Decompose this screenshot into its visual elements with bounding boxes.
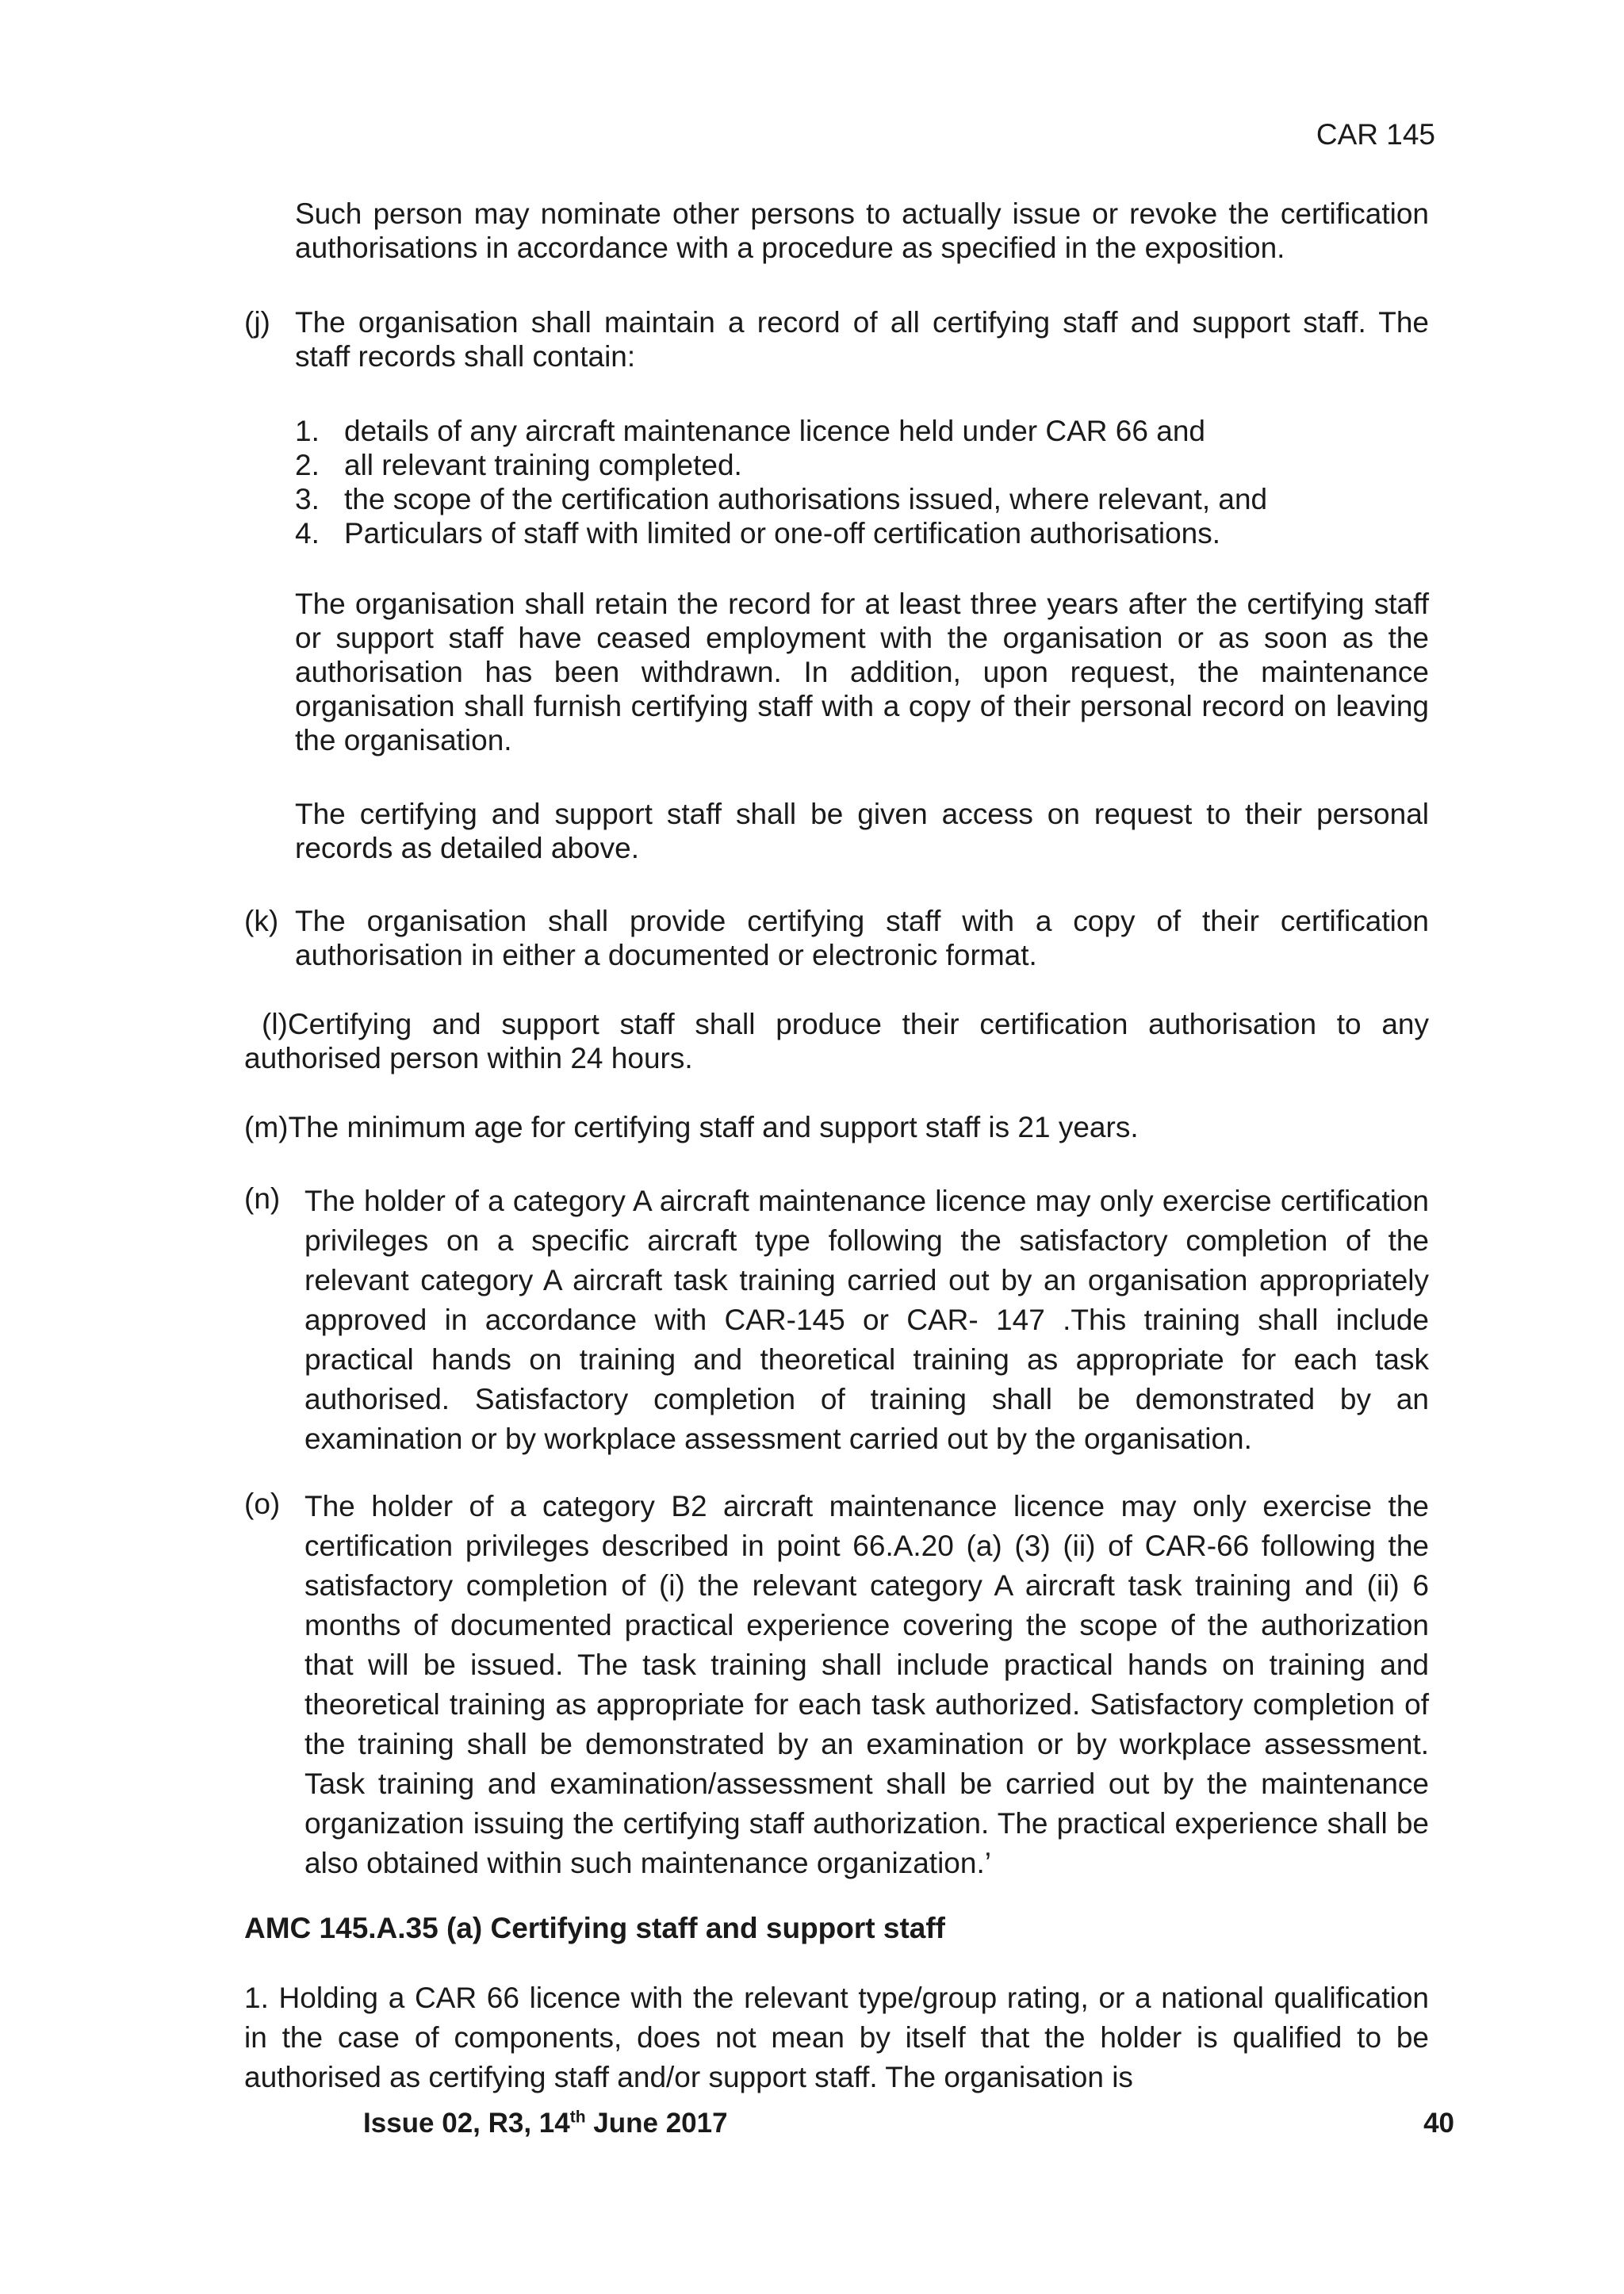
clause-j-label: (j) (244, 306, 270, 339)
footer-issue-sup: th (569, 2108, 586, 2127)
clause-m-text: The minimum age for certifying staff and support staff is 21 years. (288, 1111, 1139, 1143)
clause-l-label: (l) (262, 1008, 288, 1040)
footer-issue-suffix: June 2017 (585, 2108, 728, 2139)
clause-l-text: Certifying and support staff shall produce their certification authorisation to any authorised person within 24 hours. (244, 1008, 1429, 1074)
clause-o-text: The holder of a category B2 aircraft maintenance licence may only exercise the certification privileges described in point 66.A.20 (a) (3) (ii) of CAR-66 following the satisfactory completion of (i) the relevant category A aircraft task training and (ii) 6 months of documented practical experience covering the scope of the authorization that will be issued. The task training shall include practical hands on training and theoretical training as appropriate for each task authorized. Satisfactory completion of the training shall be demonstrated by an examination or by workplace assessment. Task training and examination/assessment shall be carried out by the maintenance organization issuing the certifying staff authorization. The practical experience shall be also obtained within such maintenance organization.’ (304, 1490, 1429, 1879)
clause-o-label: (o) (244, 1488, 281, 1520)
footer-issue-prefix: Issue 02, R3, 14 (363, 2108, 570, 2139)
clause-l-paragraph (244, 1007, 1429, 1075)
list-item-text: the scope of the certification authorisations issued, where relevant, and (344, 483, 1268, 515)
clause-j-text: The organisation shall maintain a record of all certifying staff and support staff. The staff records shall contain: (295, 306, 1429, 373)
list-item-number: 3. (295, 483, 320, 515)
list-item-number: 1. (295, 415, 320, 447)
footer-issue (363, 2106, 728, 2140)
list-item-text: details of any aircraft maintenance licence held under CAR 66 and (344, 415, 1205, 447)
clause-k-text: The organisation shall provide certifying staff with a copy of their certification authorisation in either a documented or electronic format. (295, 905, 1429, 971)
clause-n-label: (n) (244, 1182, 281, 1215)
page-number: 40 (1423, 2108, 1454, 2139)
amc-paragraph-1: 1. Holding a CAR 66 licence with the relevant type/group rating, or a national qualification in the case of components, does not mean by itself that the holder is qualified to be authorised as certifying staff and/or support staff. The organisation is (244, 1982, 1429, 2093)
clause-j-retention-paragraph: The organisation shall retain the record for at least three years after the certifying staff or support staff have ceased employment with the organisation or as soon as the authorisation has been withdrawn. In addition, upon request, the maintenance organisation shall furnish certifying staff with a copy of their personal record on leaving the organisation. (295, 588, 1429, 756)
clause-k-label: (k) (244, 905, 279, 937)
intro-paragraph: Such person may nominate other persons to actually issue or revoke the certification authorisations in accordance with a procedure as specified in the exposition. (295, 197, 1429, 264)
clause-j-access-paragraph: The certifying and support staff shall be given access on request to their personal records as detailed above. (295, 798, 1429, 864)
clause-m-label: (m) (244, 1111, 289, 1143)
document-reference: CAR 145 (1316, 118, 1435, 151)
list-item-text: Particulars of staff with limited or one-off certification authorisations. (344, 517, 1221, 550)
list-item-number: 4. (295, 517, 320, 550)
clause-n-text: The holder of a category A aircraft maintenance licence may only exercise certification privileges on a specific aircraft type following the satisfactory completion of the relevant category A aircraft task training carried out by an organisation appropriately approved in accordance with CAR-145 or CAR- 147 .This training shall include practical hands on training and theoretical training as appropriate for each task authorised. Satisfactory completion of training shall be demonstrated by an examination or by workplace assessment carried out by the organisation. (304, 1185, 1429, 1455)
list-item-text: all relevant training completed. (344, 449, 742, 481)
amc-heading: AMC 145.A.35 (a) Certifying staff and support staff (244, 1912, 946, 1944)
clause-m-paragraph (244, 1110, 1429, 1144)
list-item-number: 2. (295, 449, 320, 481)
